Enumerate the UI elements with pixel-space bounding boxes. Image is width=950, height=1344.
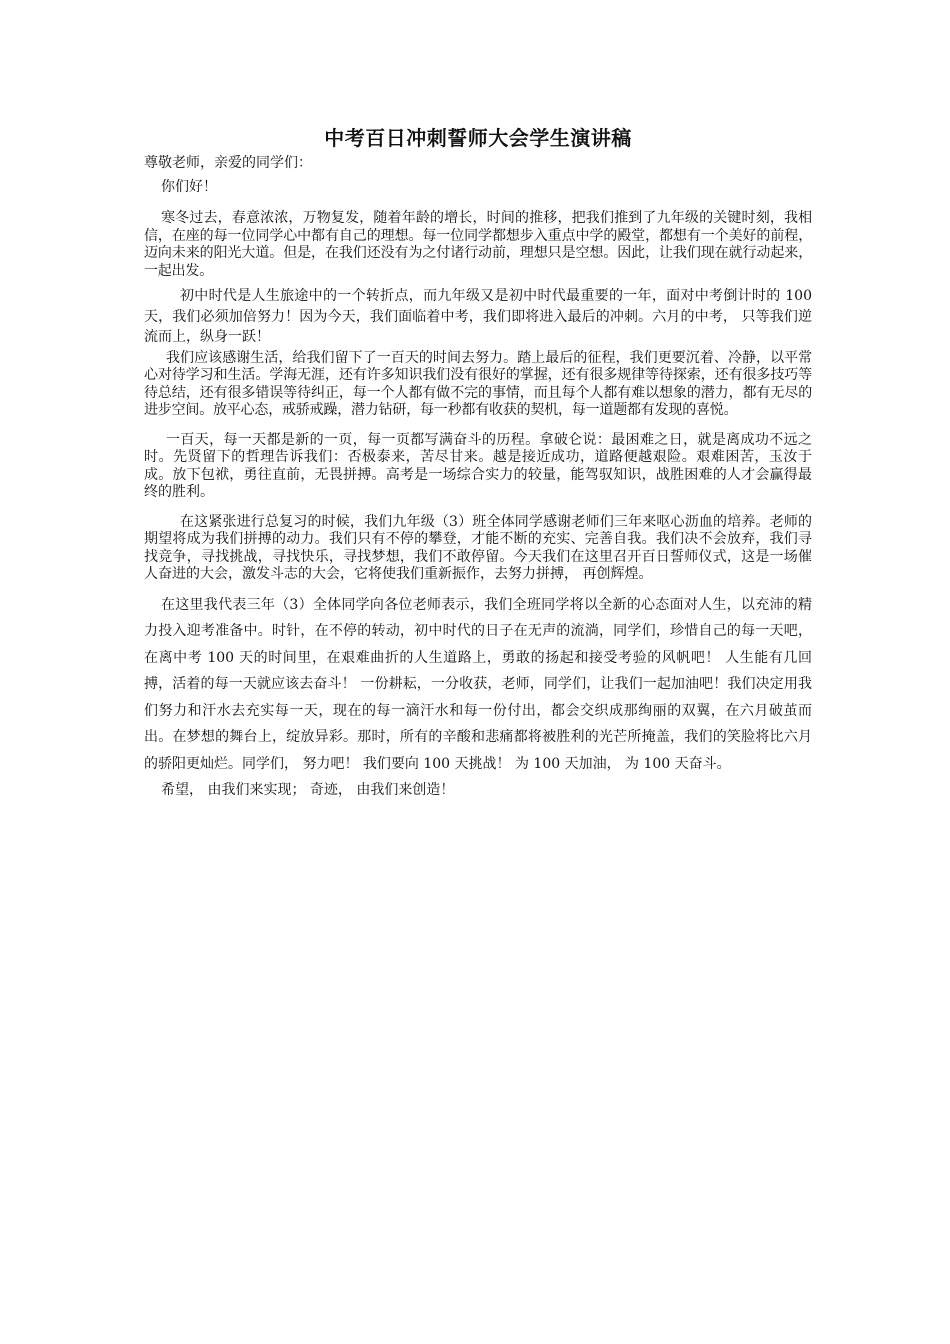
document-title: 中考百日冲刺誓师大会学生演讲稿 xyxy=(324,126,632,150)
closing-line: 希望， 由我们来实现； 奇迹， 由我们来创造！ xyxy=(161,782,455,798)
paragraph-4: 一百天，每一天都是新的一页，每一页都写满奋斗的历程。拿破仑说：最困难之日，就是离成功不远之时。先贤留下的哲理告诉我们：否极泰来，苦尽甘来。越是接近成功，道路便越艰险。艰难困苦，玉汝于成。放下包袱，勇往直前，无畏拼搏。高考是一场综合实力的较量，能驾驭知识，战胜困难的人才会赢得最终的胜利。 xyxy=(144,431,812,500)
greeting: 你们好！ xyxy=(161,179,217,195)
paragraph-1: 寒冬过去，春意浓浓，万物复发，随着年龄的增长，时间的推移，把我们推到了九年级的关键时刻，我相信，在座的每一位同学心中都有自己的理想。每一位同学都想步入重点中学的殿堂，都想有一个美好的前程，迈向未来的阳光大道。但是，在我们还没有为之付诸行动前，理想只是空想。因此，让我们现在就行动起来，一起出发。 xyxy=(144,210,812,279)
paragraph-6: 在这里我代表三年（3）全体同学向各位老师表示，我们全班同学将以全新的心态面对人生，以充沛的精力投入迎考准备中。时针，在不停的转动，初中时代的日子在无声的流淌，同学们，珍惜自己的每一天吧，在离中考 100 天的时间里，在艰难曲折的人生道路上，勇敢的扬起和接受考验的风帆吧！ 人生能有几回搏，活着的每一天就应该去奋斗！ 一份耕耘，一分收获，老师，同学们，让我们一起加油吧！我们决定用我们努力和汗水去充实每一天，现在的每一滴汗水和每一份付出，都会交织成那绚丽的双翼，在六月破茧而出。在梦想的舞台上，绽放异彩。那时，所有的辛酸和悲痛都将被胜利的光芒所掩盖，我们的笑脸将比六月的骄阳更灿烂。同学们， 努力吧！ 我们要向 100 天挑战！ 为 100 天加油， 为 100 天奋斗。 xyxy=(144,596,812,772)
paragraph-5: 在这紧张进行总复习的时候，我们九年级（3）班全体同学感谢老师们三年来呕心沥血的培养。老师的期望将成为我们拼搏的动力。我们只有不停的攀登，才能不断的充实、完善自我。我们决不会放弃，我们寻找竞争，寻找挑战，寻找快乐，寻找梦想，我们不敢停留。今天我们在这里召开百日誓师仪式，这是一场催人奋进的大会，激发斗志的大会，它将使我们重新振作，去努力拼搏， 再创辉煌。 xyxy=(144,513,812,582)
paragraph-3: 我们应该感谢生活，给我们留下了一百天的时间去努力。踏上最后的征程，我们更要沉着、冷静，以平常心对待学习和生活。学海无涯，还有许多知识我们没有很好的掌握，还有很多规律等待探索，还有很多技巧等待总结，还有很多错误等待纠正，每一个人都有做不完的事情，而且每个人都有难以想象的潜力，都有无尽的进步空间。放平心态，戒骄戒躁，潜力钻研，每一秒都有收获的契机，每一道题都有发现的喜悦。 xyxy=(144,349,812,418)
paragraph-2: 初中时代是人生旅途中的一个转折点，而九年级又是初中时代最重要的一年，面对中考倒计时的 100 天，我们必须加倍努力！因为今天，我们面临着中考，我们即将进入最后的冲刺。六月的中考， 只等我们逆流而上，纵身一跃！ xyxy=(144,288,812,345)
document-page xyxy=(144,0,812,804)
salutation: 尊敬老师，亲爱的同学们： xyxy=(144,155,312,171)
